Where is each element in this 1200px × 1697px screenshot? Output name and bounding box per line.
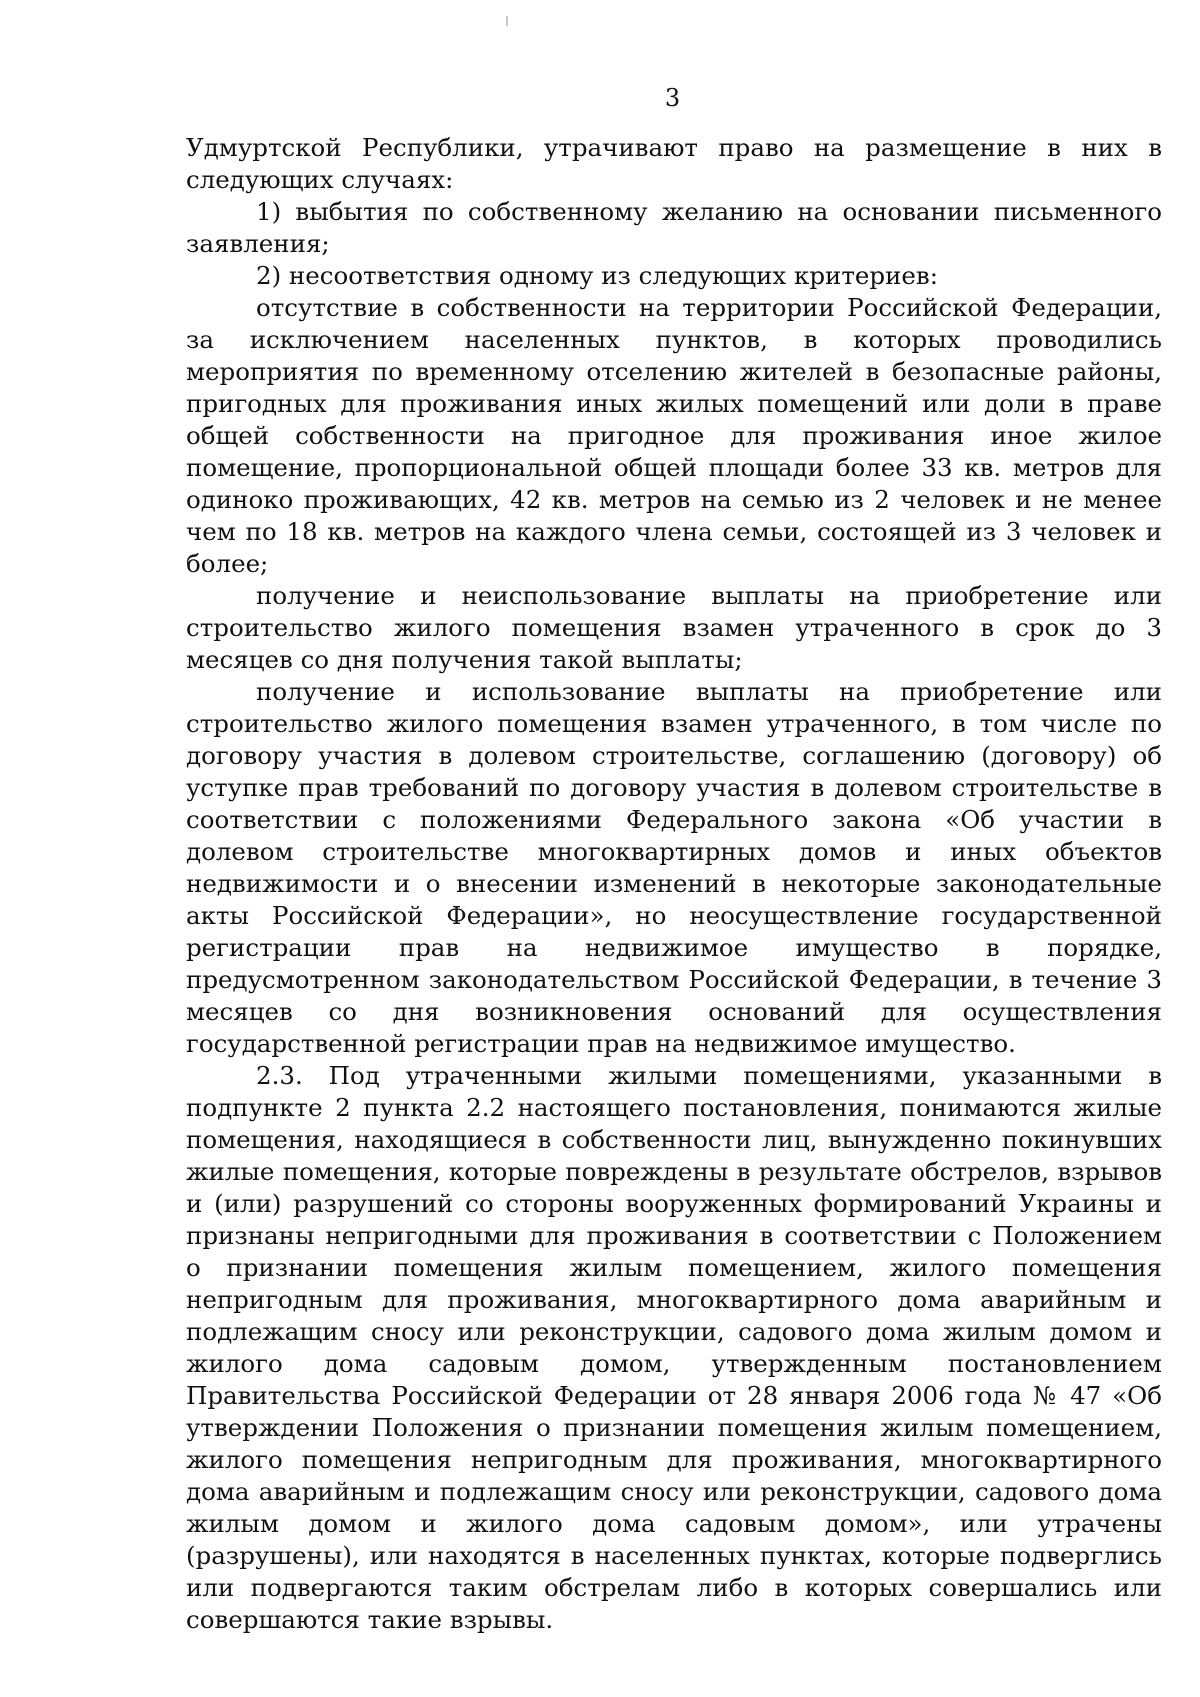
paragraph-criterion-unused-payment: получение и неиспользование выплаты на приобретение или строительство жилого помещения взамен утраченного в срок до 3 месяцев со дня получения такой выплаты; [186, 581, 1162, 674]
paragraph-section-2-3: 2.3. Под утраченными жилыми помещениями, указанными в подпункте 2 пункта 2.2 настоящего постановления, понимаются жилые помещения, находящиеся в собственности лиц, вынужденно покинувших жилые помещения, которые повреждены в результате обстрелов, взрывов и (или) разрушений со стороны вооруженных формирований Украины и признаны непригодными для проживания в соответствии с Положением о признании помещения жилым помещением, жилого помещения непригодным для проживания, многоквартирного дома аварийным и подлежащим сносу или реконструкции, садового дома жилым домом и жилого дома садовым домом, утвержденным постановлением Правительства Российской Федерации от 28 января 2006 года № 47 «Об утверждении Положения о признании помещения жилым помещением, жилого помещения непригодным для проживания, многоквартирного дома аварийным и подлежащим сносу или реконструкции, садового дома жилым домом и жилого дома садовым домом», или утрачены (разрушены), или находятся в населенных пунктах, которые подверглись или подвергаются таким обстрелам либо в которых совершались или совершаются такие взрывы. [186, 1061, 1162, 1634]
paragraph-item-2: 2) несоответствия одному из следующих критериев: [256, 261, 938, 290]
scan-artifact [506, 16, 508, 26]
document-body [186, 132, 1162, 1636]
paragraph-criterion-registration: получение и использование выплаты на приобретение или строительство жилого помещения взамен утраченного, в том числе по договору участия в долевом строительстве, соглашению (договору) об уступке прав требований по договору участия в долевом строительстве в соответствии с положениями Федерального закона «Об участии в долевом строительстве многоквартирных домов и иных объектов недвижимости и о внесении изменений в некоторые законодательные акты Российской Федерации», но неосуществление государственной регистрации прав на недвижимое имущество в порядке, предусмотренном законодательством Российской Федерации, в течение 3 месяцев со дня возникновения оснований для осуществления государственной регистрации прав на недвижимое имущество. [186, 677, 1162, 1058]
page-number: 3 [664, 84, 681, 112]
paragraph-continuation: Удмуртской Республики, утрачивают право на размещение в них в следующих случаях: [186, 133, 1162, 194]
paragraph-item-1: 1) выбытия по собственному желанию на основании письменного заявления; [186, 197, 1162, 258]
paragraph-criterion-ownership: отсутствие в собственности на территории Российской Федерации, за исключением населенных пунктов, в которых проводились мероприятия по временному отселению жителей в безопасные районы, пригодных для проживания иных жилых помещений или доли в праве общей собственности на пригодное для проживания иное жилое помещение, пропорциональной общей площади более 33 кв. метров для одиноко проживающих, 42 кв. метров на семью из 2 человек и не менее чем по 18 кв. метров на каждого члена семьи, состоящей из 3 человек и более; [186, 293, 1162, 578]
